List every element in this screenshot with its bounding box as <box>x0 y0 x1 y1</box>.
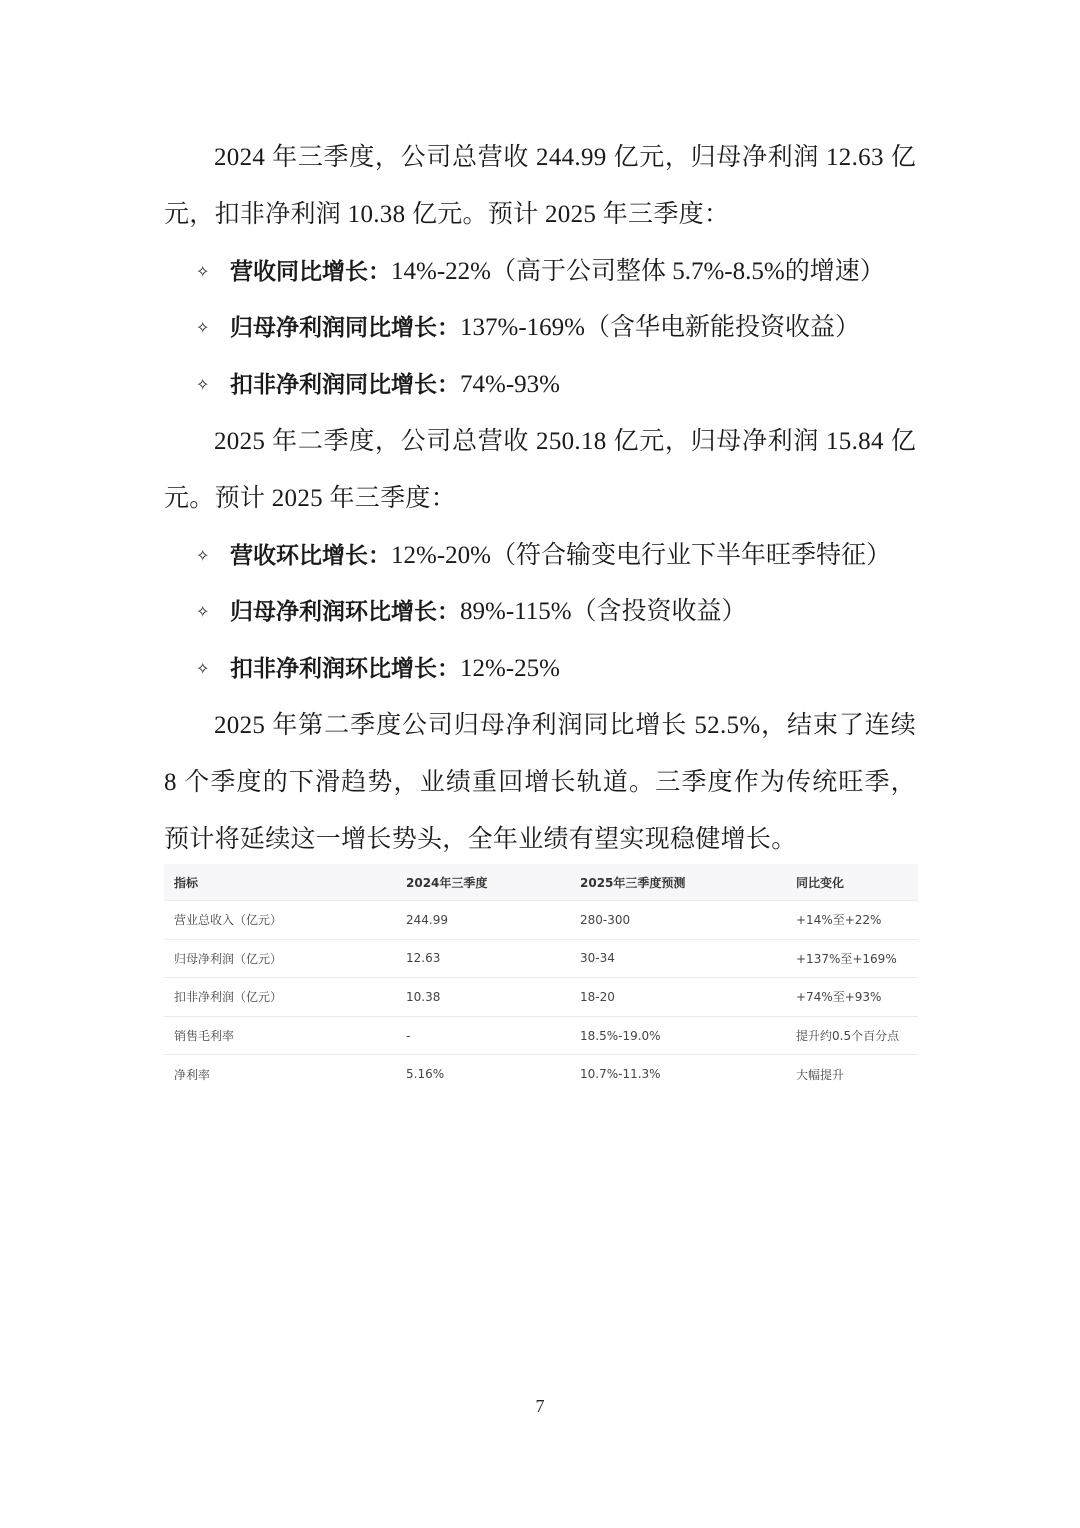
table-cell: 5.16% <box>406 1067 445 1082</box>
table-cell: 归母净利润（亿元） <box>164 939 396 978</box>
forecast-table <box>164 864 918 1093</box>
table-cell: 12.63 <box>396 939 570 978</box>
table-cell: +14%至+22% <box>786 901 918 940</box>
sparkle-bullet-icon: ✧ <box>196 659 210 679</box>
table-cell: 18-20 <box>570 978 786 1017</box>
document-body <box>164 130 916 868</box>
sparkle-bullet-icon: ✧ <box>196 375 210 395</box>
table-cell: 营业总收入（亿元） <box>164 901 396 940</box>
bullet-label: 归母净利润环比增长： <box>230 599 460 626</box>
table-cell: 10.38 <box>396 978 570 1017</box>
paragraph-summary: 2025 年第二季度公司归母净利润同比增长 52.5%，结束了连续 8 个季度的下滑趋势，业绩重回增长轨道。三季度作为传统旺季，预计将延续这一增长势头，全年业绩有望实现稳健增长。 <box>164 711 916 853</box>
table-row <box>164 901 918 940</box>
column-header-metric: 指标 <box>164 864 396 901</box>
bullet-deducted-profit-yoy <box>164 357 916 414</box>
bullet-value: 12%-20%（符合输变电行业下半年旺季特征） <box>391 541 891 569</box>
bullet-label: 营收同比增长： <box>230 258 391 285</box>
sparkle-bullet-icon: ✧ <box>196 545 210 565</box>
qoq-forecast-list <box>164 528 916 698</box>
table-row <box>164 1016 918 1055</box>
table-cell: 提升约0.5个百分点 <box>786 1016 918 1055</box>
sparkle-bullet-icon: ✧ <box>196 261 210 281</box>
table-cell: 244.99 <box>396 901 570 940</box>
bullet-deducted-profit-qoq <box>164 641 916 698</box>
table-cell: 10.7%-11.3% <box>580 1067 661 1082</box>
table-header-row <box>164 864 918 901</box>
paragraph-q3-2024: 2024 年三季度，公司总营收 244.99 亿元，归母净利润 12.63 亿元，扣非净利润 10.38 亿元。预计 2025 年三季度： <box>164 144 916 228</box>
table-cell: 扣非净利润（亿元） <box>164 978 396 1017</box>
table-row <box>164 939 918 978</box>
paragraph-q2-2025: 2025 年二季度，公司总营收 250.18 亿元，归母净利润 15.84 亿元。预计 2025 年三季度： <box>164 427 916 512</box>
table-row <box>164 978 918 1017</box>
bullet-label: 扣非净利润同比增长： <box>230 372 460 399</box>
bullet-label: 营收环比增长： <box>230 542 391 569</box>
sparkle-bullet-icon: ✧ <box>196 318 210 338</box>
bullet-value: 12%-25% <box>460 655 560 683</box>
column-header-yoy-change: 同比变化 <box>786 864 918 901</box>
bullet-revenue-yoy <box>164 244 916 301</box>
table-cell: 280-300 <box>570 901 786 940</box>
table-cell: 大幅提升 <box>796 1067 845 1082</box>
bullet-value: 89%-115%（含投资收益） <box>460 598 747 626</box>
bullet-value: 14%-22%（高于公司整体 5.7%-8.5%的增速） <box>391 257 885 285</box>
sparkle-bullet-icon: ✧ <box>196 602 210 622</box>
bullet-net-profit-yoy <box>164 300 916 357</box>
bullet-revenue-qoq <box>164 528 916 585</box>
yoy-forecast-list <box>164 244 916 414</box>
table-cell: 销售毛利率 <box>164 1016 396 1055</box>
table-cell: 18.5%-19.0% <box>570 1016 786 1055</box>
bullet-value: 137%-169%（含华电新能投资收益） <box>460 314 860 342</box>
bullet-label: 归母净利润同比增长： <box>230 315 460 342</box>
column-header-2024q3: 2024年三季度 <box>396 864 570 901</box>
table-cell: 30-34 <box>570 939 786 978</box>
column-header-2025q3-forecast: 2025年三季度预测 <box>570 864 786 901</box>
table-cell: +137%至+169% <box>786 939 918 978</box>
table-cell: - <box>396 1016 570 1055</box>
table-cell: +74%至+93% <box>786 978 918 1017</box>
bullet-value: 74%-93% <box>460 371 560 399</box>
page-number: 7 <box>535 1396 545 1416</box>
table-row <box>164 1055 918 1093</box>
table-cell: 净利率 <box>174 1067 211 1082</box>
bullet-label: 扣非净利润环比增长： <box>230 656 460 683</box>
bullet-net-profit-qoq <box>164 584 916 641</box>
